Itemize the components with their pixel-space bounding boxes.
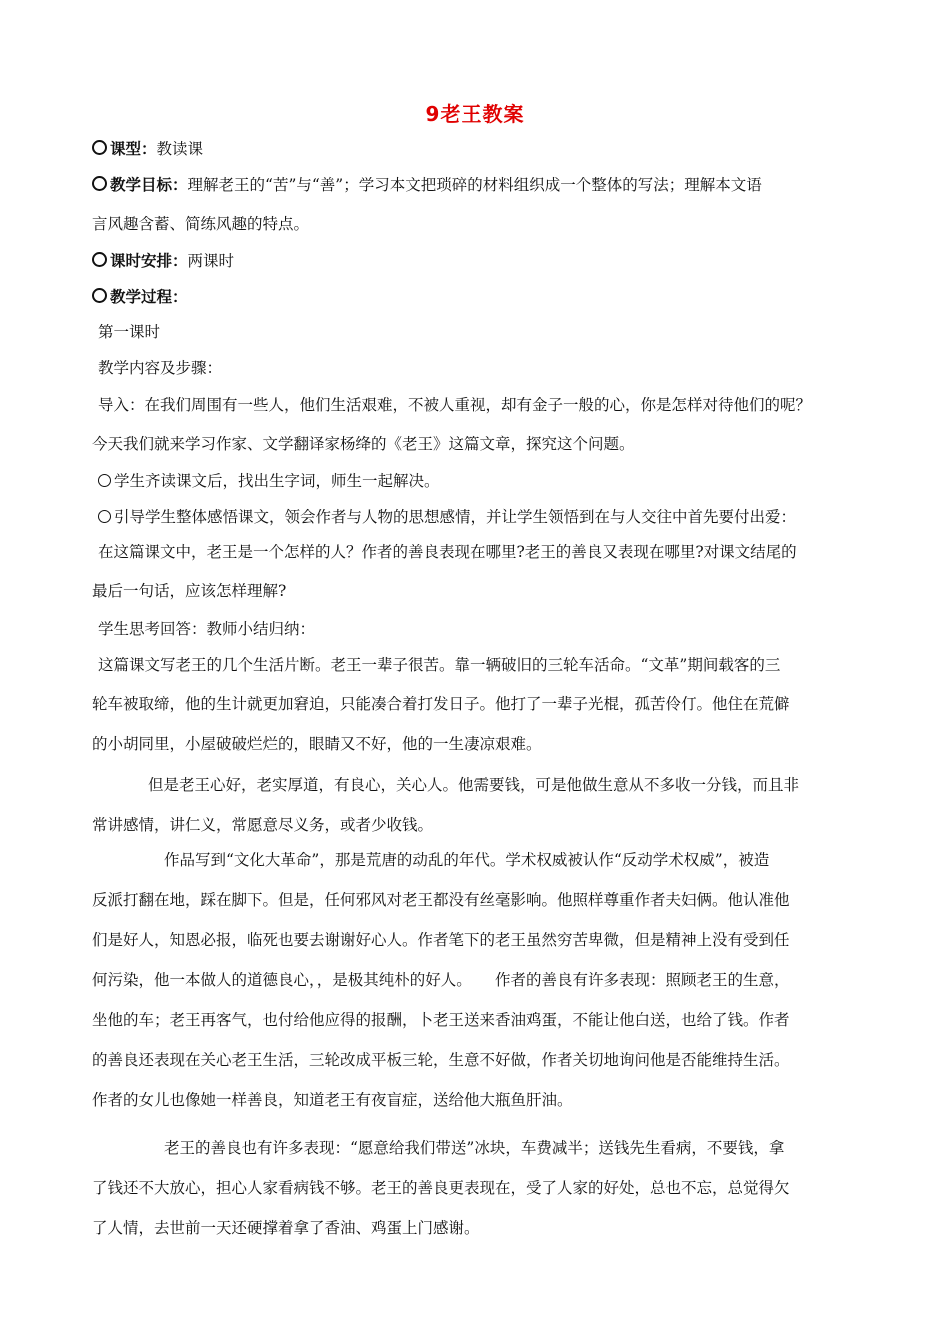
circle-bullet-icon <box>92 140 107 155</box>
paragraph-text: 引导学生整体感悟课文，领会作者与人物的思想感情，并让学生领悟到在与人交往中首先要付出爱： <box>114 508 797 526</box>
paragraph-line: 老王的善良也有许多表现：“愿意给我们带送”冰块，车费减半；送钱先生看病，不要钱，拿 <box>164 1139 785 1157</box>
paragraph-text: 学生齐读课文后，找出生字词，师生一起解决。 <box>114 472 440 490</box>
circle-bullet-icon <box>92 288 107 303</box>
paragraph-line: 常讲感情，讲仁义，常愿意尽义务，或者少收钱。 <box>92 816 434 834</box>
lesson-type-value: 教读课 <box>156 140 204 158</box>
paragraph-line: 作品写到“文化大革命”，那是荒唐的动乱的年代。学术权威被认作“反动学术权威”，被造 <box>164 851 770 869</box>
paragraph-line: 今天我们就来学习作家、文学翻译家杨绛的《老王》这篇文章，探究这个问题。 <box>92 435 635 453</box>
lesson-type-label: 课型： <box>110 140 157 158</box>
paragraph-line: 坐他的车；老王再客气，也付给他应得的报酬，卜老王送来香油鸡蛋，不能让他白送，也给了钱。作者 <box>92 1011 790 1029</box>
circle-bullet-icon <box>98 510 111 523</box>
paragraph-line: 何污染，他一本做人的道德良心，，是极其纯朴的好人。 作者的善良有许多表现：照顾老王的生意， <box>92 971 790 989</box>
paragraph-line: 第一课时 <box>98 323 161 341</box>
paragraph-line: 但是老王心好，老实厚道，有良心，关心人。他需要钱，可是他做生意从不多收一分钱，而且非 <box>148 776 800 794</box>
process-row <box>92 286 858 308</box>
paragraph-line: 最后一句话，应该怎样理解? <box>92 582 287 600</box>
circle-bullet-icon <box>98 474 111 487</box>
paragraph-line: 反派打翻在地，踩在脚下。但是，任何邪风对老王都没有丝毫影响。他照样尊重作者夫妇俩。他认准他 <box>92 891 790 909</box>
schedule-label: 课时安排： <box>110 252 188 270</box>
paragraph-line: 了钱还不大放心，担心人家看病钱不够。老王的善良更表现在，受了人家的好处，总也不忘，总觉得欠 <box>92 1179 790 1197</box>
paragraph-line-with-bullet <box>98 506 862 528</box>
circle-bullet-icon <box>92 252 107 267</box>
paragraph-line: 的善良还表现在关心老王生活，三轮改成平板三轮，生意不好做，作者关切地询问他是否能维持生活。 <box>92 1051 790 1069</box>
paragraph-line: 在这篇课文中，老王是一个怎样的人？作者的善良表现在哪里?老王的善良又表现在哪里?对课文结尾的 <box>98 543 797 561</box>
schedule-row <box>92 250 858 272</box>
page-title: 9老王教案 <box>425 102 525 126</box>
paragraph-line: 轮车被取缔，他的生计就更加窘迫，只能凑合着打发日子。他打了一辈子光棍，孤苦伶仃。他住在荒僻 <box>92 695 790 713</box>
paragraph-line: 教学内容及步骤： <box>98 359 223 377</box>
goal-value-continued: 言风趣含蓄、简练风趣的特点。 <box>92 215 310 233</box>
paragraph-line: 们是好人，知恩必报，临死也要去谢谢好心人。作者笔下的老王虽然穷苦卑微，但是精神上没有受到任 <box>92 931 790 949</box>
process-label: 教学过程： <box>110 288 188 306</box>
goal-value: 理解老王的“苦”与“善”；学习本文把琐碎的材料组织成一个整体的写法；理解本文语 <box>187 176 762 194</box>
goal-label: 教学目标： <box>110 176 188 194</box>
paragraph-line: 学生思考回答：教师小结归纳： <box>98 620 316 638</box>
paragraph-line: 导入：在我们周围有一些人，他们生活艰难，不被人重视，却有金子一般的心，你是怎样对待他们的呢？ <box>98 396 812 414</box>
circle-bullet-icon <box>92 176 107 191</box>
paragraph-line-with-bullet <box>98 470 858 492</box>
paragraph-line: 的小胡同里，小屋破破烂烂的，眼睛又不好，他的一生凄凉艰难。 <box>92 735 542 753</box>
paragraph-line: 了人情，去世前一天还硬撑着拿了香油、鸡蛋上门感谢。 <box>92 1219 480 1237</box>
goal-row <box>92 174 858 196</box>
schedule-value: 两课时 <box>187 252 235 270</box>
paragraph-line: 这篇课文写老王的几个生活片断。老王一辈子很苦。靠一辆破旧的三轮车活命。“文革”期间载客的三 <box>98 656 781 674</box>
paragraph-line: 作者的女儿也像她一样善良，知道老王有夜盲症，送给他大瓶鱼肝油。 <box>92 1091 573 1109</box>
lesson-type-row <box>92 138 858 160</box>
